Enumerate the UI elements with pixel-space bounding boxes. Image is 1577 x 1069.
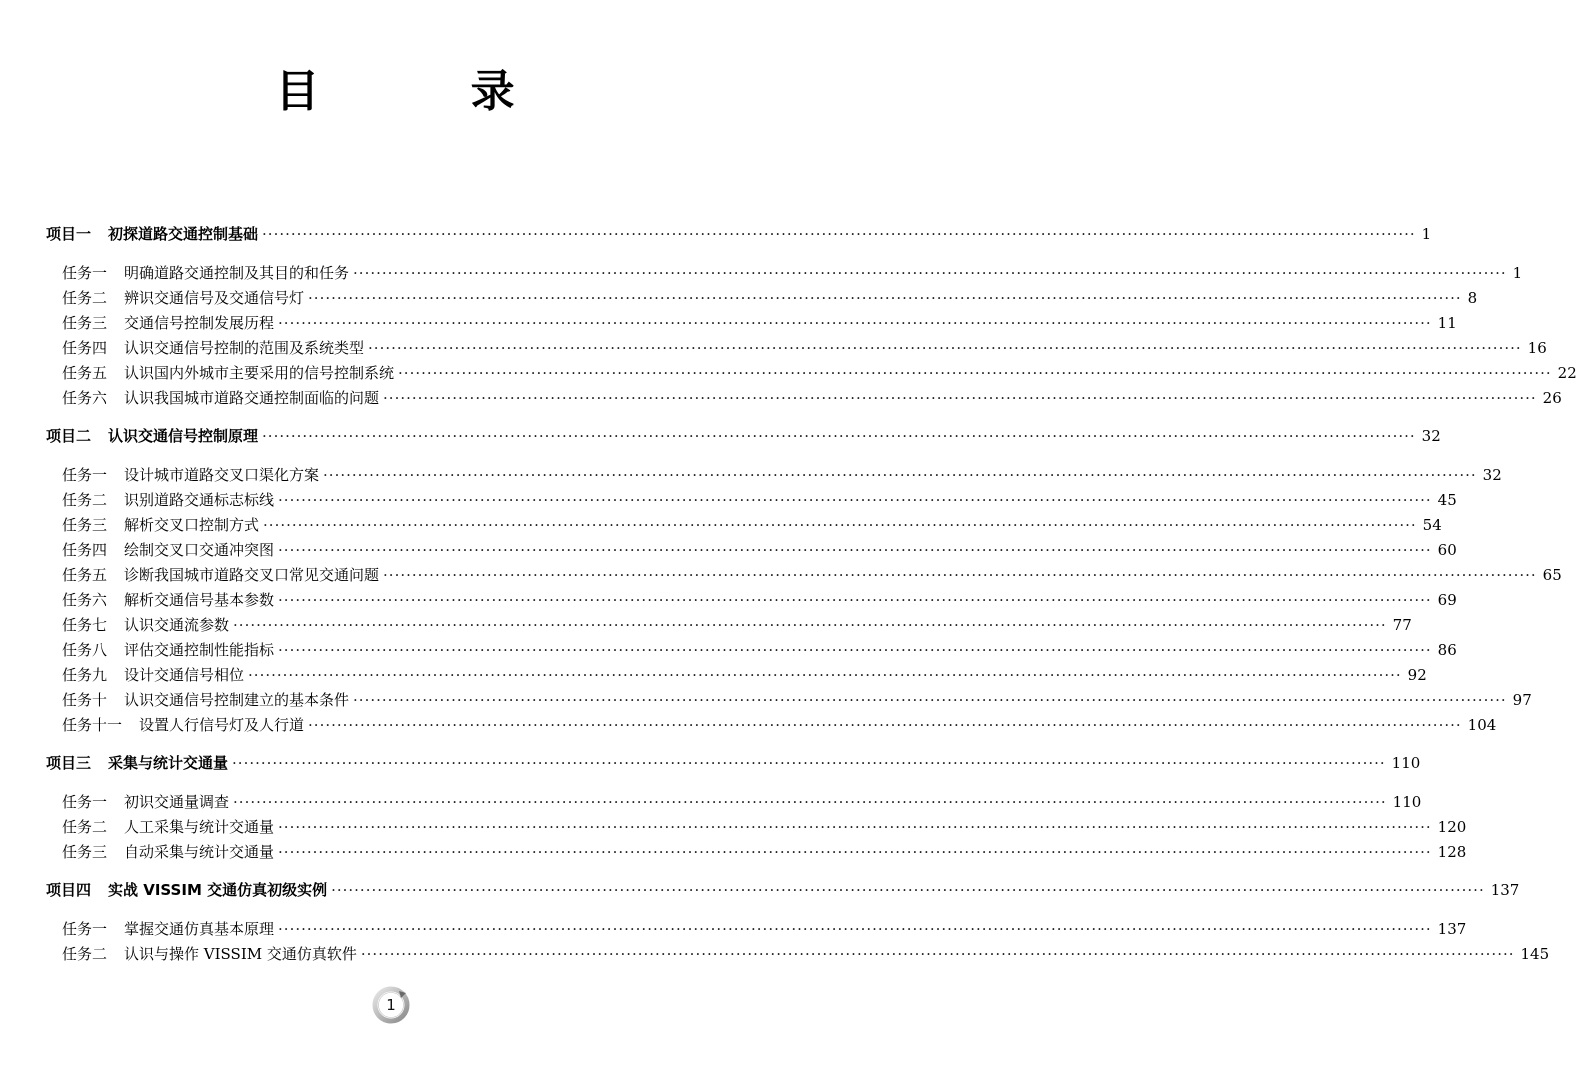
toc-entry-number: 项目三 xyxy=(46,754,92,772)
toc-entry-title: 自动采集与统计交通量 xyxy=(124,843,275,861)
toc-entry-label xyxy=(62,538,274,563)
toc-entry-label xyxy=(62,463,319,488)
toc-entry-number: 任务四 xyxy=(62,339,108,357)
toc-entry-number: 任务一 xyxy=(62,264,108,282)
toc-task-row[interactable] xyxy=(46,688,1532,713)
toc-page-number: 110 xyxy=(1391,754,1421,772)
toc-entry-title: 认识与操作 VISSIM 交通仿真软件 xyxy=(124,945,357,963)
toc-entry-title: 解析交叉口控制方式 xyxy=(124,516,260,534)
dot-leader: ········································································································································································································ xyxy=(278,818,1432,836)
toc-task-row[interactable] xyxy=(46,588,1457,613)
dot-leader: ········································································································································································································ xyxy=(308,289,1462,307)
toc-entry-number: 任务七 xyxy=(62,616,108,634)
toc-page-number: 69 xyxy=(1437,591,1457,609)
dot-leader: ········································································································································································································ xyxy=(278,591,1432,609)
toc-entry-title: 解析交通信号基本参数 xyxy=(124,591,275,609)
toc-page-number: 137 xyxy=(1490,881,1520,899)
toc-entry-number: 任务二 xyxy=(62,945,108,963)
toc-task-row[interactable] xyxy=(46,463,1502,488)
dot-leader: ········································································································································································································ xyxy=(262,427,1416,445)
toc-task-row[interactable] xyxy=(46,663,1427,688)
toc-entry-label xyxy=(62,588,274,613)
toc-entry-label xyxy=(46,222,258,247)
toc-entry-title: 实战 VISSIM 交通仿真初级实例 xyxy=(108,881,328,899)
dot-leader: ········································································································································································································ xyxy=(248,666,1402,684)
toc-task-row[interactable] xyxy=(46,917,1467,942)
toc-entry-number: 任务十一 xyxy=(62,716,123,734)
toc-entry-label xyxy=(46,424,258,449)
toc-entry-label xyxy=(62,663,244,688)
toc-page-number: 54 xyxy=(1422,516,1442,534)
toc-entry-number: 任务二 xyxy=(62,289,108,307)
toc-task-row[interactable] xyxy=(46,286,1478,311)
toc-entry-number: 任务六 xyxy=(62,389,108,407)
dot-leader: ········································································································································································································ xyxy=(232,754,1386,772)
toc-entry-label xyxy=(46,878,327,903)
toc-page-number: 137 xyxy=(1437,920,1467,938)
toc-entry-title: 认识交通信号控制的范围及系统类型 xyxy=(124,339,365,357)
toc-entry-number: 任务二 xyxy=(62,491,108,509)
toc-project-row[interactable] xyxy=(46,751,1421,776)
toc-entry-title: 认识我国城市道路交通控制面临的问题 xyxy=(124,389,380,407)
toc-entry-label xyxy=(62,563,379,588)
toc-entry-number: 任务三 xyxy=(62,516,108,534)
toc-entry-title: 设计城市道路交叉口渠化方案 xyxy=(124,466,320,484)
toc-task-row[interactable] xyxy=(46,488,1457,513)
dot-leader: ········································································································································································································ xyxy=(323,466,1477,484)
toc-entry-label xyxy=(62,713,304,738)
dot-leader: ········································································································································································································ xyxy=(263,516,1417,534)
toc-entry-title: 认识国内外城市主要采用的信号控制系统 xyxy=(124,364,395,382)
toc-page-number: 145 xyxy=(1520,945,1550,963)
toc-entry-number: 任务九 xyxy=(62,666,108,684)
toc-task-row[interactable] xyxy=(46,790,1422,815)
toc-entry-number: 任务五 xyxy=(62,566,108,584)
toc-entry-label xyxy=(62,361,394,386)
dot-leader: ········································································································································································································ xyxy=(233,793,1387,811)
toc-entry-number: 任务三 xyxy=(62,843,108,861)
toc-entry-title: 评估交通控制性能指标 xyxy=(124,641,275,659)
toc-entry-number: 项目一 xyxy=(46,225,92,243)
toc-entry-number: 项目二 xyxy=(46,427,92,445)
dot-leader: ········································································································································································································ xyxy=(278,314,1432,332)
toc-project-row[interactable] xyxy=(46,878,1520,903)
dot-leader: ········································································································································································································ xyxy=(262,225,1416,243)
toc-entry-label xyxy=(62,638,274,663)
toc-entry-number: 任务四 xyxy=(62,541,108,559)
dot-leader: ········································································································································································································ xyxy=(368,339,1522,357)
dot-leader: ········································································································································································································ xyxy=(353,691,1507,709)
toc-entry-number: 任务一 xyxy=(62,466,108,484)
toc-page-number: 120 xyxy=(1437,818,1467,836)
toc-task-row[interactable] xyxy=(46,815,1467,840)
toc-page-number: 92 xyxy=(1407,666,1427,684)
toc-entry-title: 设置人行信号灯及人行道 xyxy=(139,716,305,734)
toc-entry-label xyxy=(46,751,228,776)
toc-entry-label xyxy=(62,942,357,967)
dot-leader: ········································································································································································································ xyxy=(278,491,1432,509)
toc-page-number: 11 xyxy=(1437,314,1457,332)
toc-entry-number: 任务一 xyxy=(62,920,108,938)
dot-leader: ········································································································································································································ xyxy=(383,389,1537,407)
toc-task-row[interactable] xyxy=(46,513,1442,538)
toc-entry-label xyxy=(62,688,349,713)
dot-leader: ········································································································································································································ xyxy=(278,843,1432,861)
toc-task-row[interactable] xyxy=(46,538,1457,563)
toc-page-number: 32 xyxy=(1421,427,1441,445)
toc-entry-title: 掌握交通仿真基本原理 xyxy=(124,920,275,938)
toc-entry-label xyxy=(62,917,274,942)
toc-task-row[interactable] xyxy=(46,336,1547,361)
toc-entry-title: 认识交通流参数 xyxy=(124,616,230,634)
toc-task-row[interactable] xyxy=(46,311,1457,336)
toc-entry-label xyxy=(62,336,364,361)
toc-task-row[interactable] xyxy=(46,361,1577,386)
toc-entry-title: 初探道路交通控制基础 xyxy=(108,225,259,243)
toc-entry-number: 任务十 xyxy=(62,691,108,709)
table-of-contents xyxy=(46,222,1577,967)
toc-entry-number: 任务一 xyxy=(62,793,108,811)
toc-entry-label xyxy=(62,311,274,336)
toc-entry-number: 项目四 xyxy=(46,881,92,899)
dot-leader: ········································································································································································································ xyxy=(398,364,1552,382)
dot-leader: ········································································································································································································ xyxy=(278,920,1432,938)
toc-task-row[interactable] xyxy=(46,563,1562,588)
toc-entry-title: 认识交通信号控制原理 xyxy=(108,427,259,445)
toc-task-row[interactable] xyxy=(46,386,1562,411)
toc-task-row[interactable] xyxy=(46,261,1523,286)
dot-leader: ········································································································································································································ xyxy=(278,541,1432,559)
toc-entry-label xyxy=(62,261,349,286)
toc-page-number: 104 xyxy=(1467,716,1497,734)
toc-project-row[interactable] xyxy=(46,424,1441,449)
page-number-badge xyxy=(372,986,410,1024)
toc-entry-label xyxy=(62,488,274,513)
toc-entry-title: 识别道路交通标志标线 xyxy=(124,491,275,509)
dot-leader: ········································································································································································································ xyxy=(278,641,1432,659)
toc-page-number: 45 xyxy=(1437,491,1457,509)
toc-entry-title: 诊断我国城市道路交叉口常见交通问题 xyxy=(124,566,380,584)
toc-page-number: 26 xyxy=(1542,389,1562,407)
toc-page-number: 65 xyxy=(1542,566,1562,584)
dot-leader: ········································································································································································································ xyxy=(360,945,1515,963)
toc-entry-title: 绘制交叉口交通冲突图 xyxy=(124,541,275,559)
toc-entry-number: 任务二 xyxy=(62,818,108,836)
toc-project-row[interactable] xyxy=(46,222,1432,247)
toc-page-number: 60 xyxy=(1437,541,1457,559)
toc-page-number: 16 xyxy=(1527,339,1547,357)
toc-page-number: 8 xyxy=(1467,289,1478,307)
dot-leader: ········································································································································································································ xyxy=(383,566,1537,584)
toc-task-row[interactable] xyxy=(46,638,1457,663)
dot-leader: ········································································································································································································ xyxy=(308,716,1462,734)
toc-task-row[interactable] xyxy=(46,613,1412,638)
toc-entry-title: 交通信号控制发展历程 xyxy=(124,314,275,332)
toc-entry-title: 人工采集与统计交通量 xyxy=(124,818,275,836)
toc-entry-label xyxy=(62,815,274,840)
toc-entry-title: 设计交通信号相位 xyxy=(124,666,245,684)
dot-leader: ········································································································································································································ xyxy=(331,881,1485,899)
toc-page-number: 32 xyxy=(1482,466,1502,484)
page-number: 1 xyxy=(386,996,396,1014)
toc-page-number: 128 xyxy=(1437,843,1467,861)
toc-entry-title: 明确道路交通控制及其目的和任务 xyxy=(124,264,350,282)
toc-entry-label xyxy=(62,286,304,311)
page-title: 目 录 xyxy=(275,66,583,117)
toc-entry-label xyxy=(62,840,274,865)
dot-leader: ········································································································································································································ xyxy=(353,264,1507,282)
toc-entry-number: 任务五 xyxy=(62,364,108,382)
toc-entry-label xyxy=(62,790,229,815)
toc-entry-label xyxy=(62,513,259,538)
toc-entry-title: 辨识交通信号及交通信号灯 xyxy=(124,289,305,307)
toc-page-number: 1 xyxy=(1512,264,1523,282)
toc-entry-title: 初识交通量调查 xyxy=(124,793,230,811)
toc-entry-number: 任务八 xyxy=(62,641,108,659)
toc-task-row[interactable] xyxy=(46,713,1497,738)
toc-page-number: 22 xyxy=(1557,364,1577,382)
toc-page-number: 97 xyxy=(1512,691,1532,709)
toc-page-number: 110 xyxy=(1392,793,1422,811)
toc-entry-title: 认识交通信号控制建立的基本条件 xyxy=(124,691,350,709)
toc-page-number: 86 xyxy=(1437,641,1457,659)
toc-task-row[interactable] xyxy=(46,942,1550,967)
toc-entry-number: 任务三 xyxy=(62,314,108,332)
toc-entry-number: 任务六 xyxy=(62,591,108,609)
toc-entry-label xyxy=(62,386,379,411)
toc-page-number: 1 xyxy=(1421,225,1432,243)
toc-page-number: 77 xyxy=(1392,616,1412,634)
toc-task-row[interactable] xyxy=(46,840,1467,865)
toc-entry-title: 采集与统计交通量 xyxy=(108,754,229,772)
dot-leader: ········································································································································································································ xyxy=(233,616,1387,634)
toc-entry-label xyxy=(62,613,229,638)
